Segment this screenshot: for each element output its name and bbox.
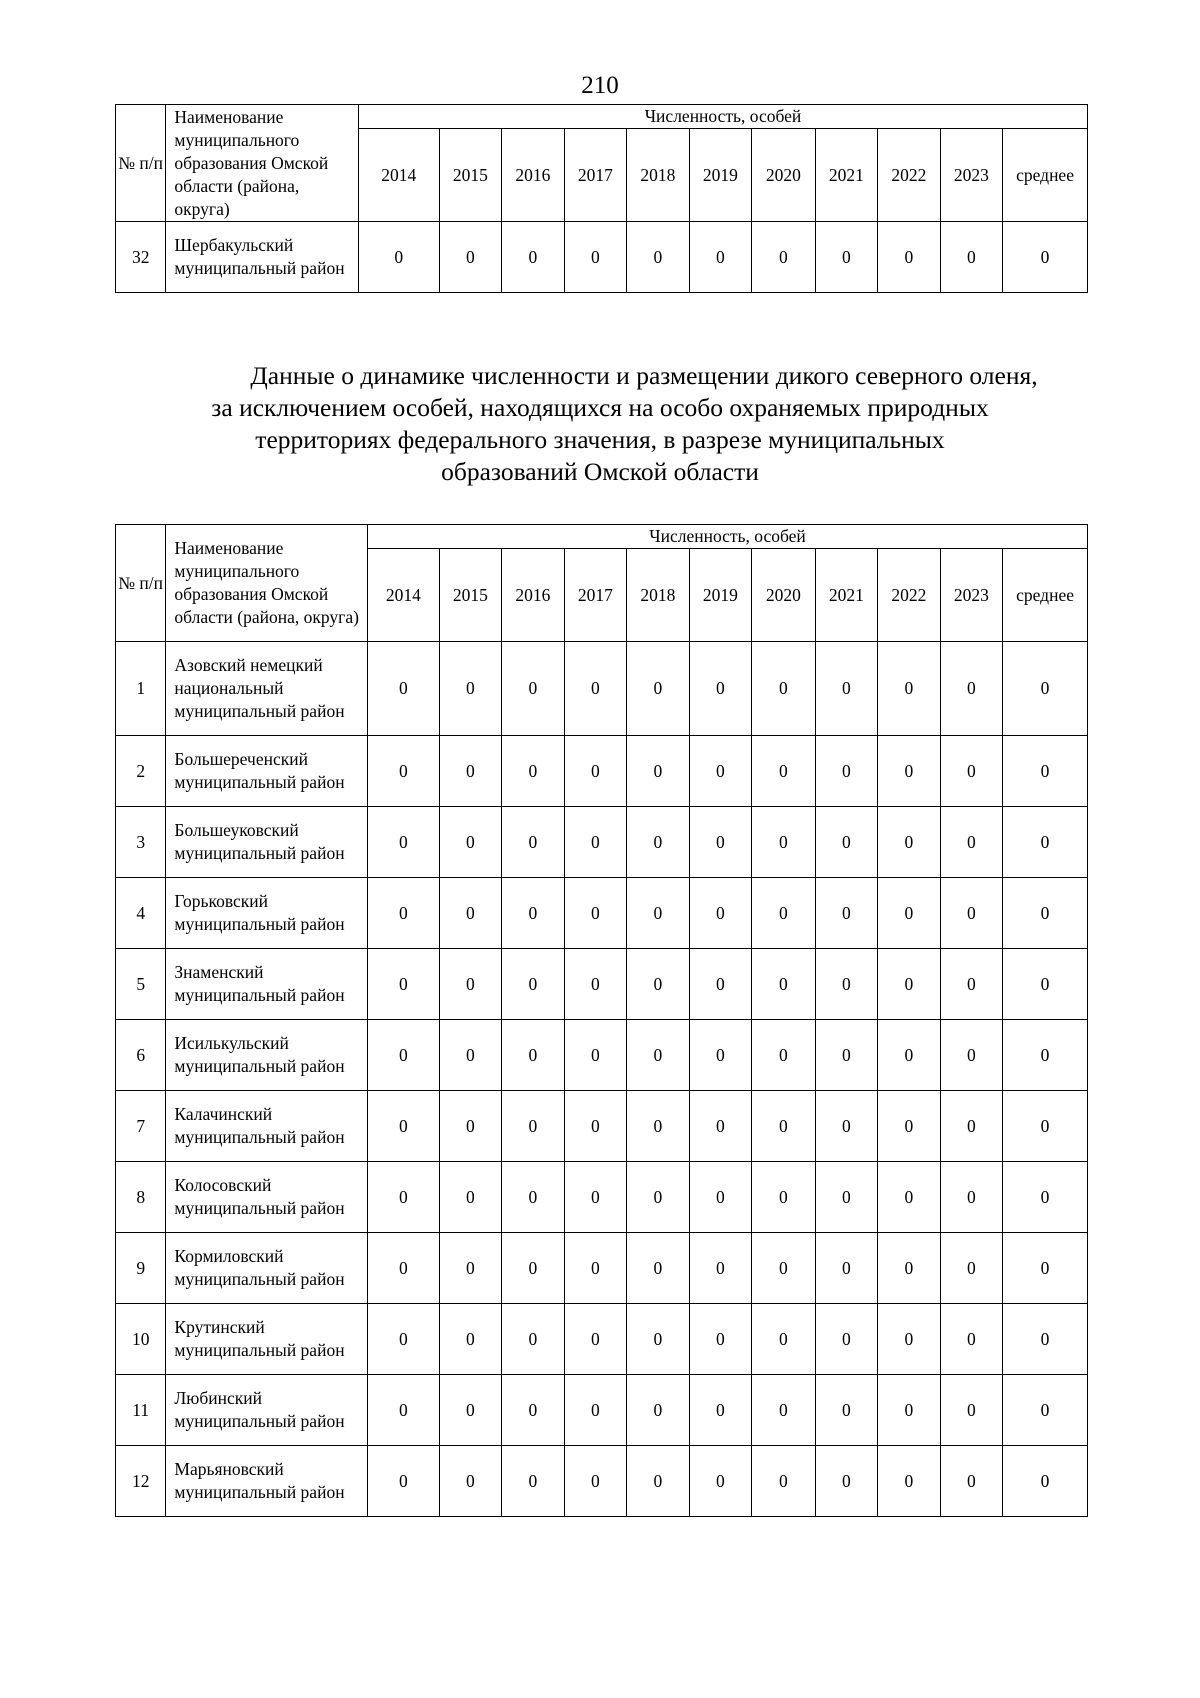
row-number: 3 [116,807,166,878]
year-value: 0 [564,807,627,878]
year-value: 0 [564,1304,627,1375]
header-average: среднее [1003,129,1088,222]
year-value: 0 [815,949,878,1020]
year-value: 0 [878,807,941,878]
header-average: среднее [1003,549,1088,642]
year-value: 0 [502,949,565,1020]
year-value: 0 [368,1446,440,1517]
year-value: 0 [815,736,878,807]
year-value: 0 [878,949,941,1020]
average-value: 0 [1003,878,1088,949]
row-number: 7 [116,1091,166,1162]
table-row [116,1375,1088,1446]
year-value: 0 [940,1233,1003,1304]
header-year: 2022 [878,129,941,222]
row-number: 5 [116,949,166,1020]
year-value: 0 [439,1446,502,1517]
year-value: 0 [564,1233,627,1304]
year-value: 0 [878,1233,941,1304]
year-value: 0 [439,1304,502,1375]
header-year: 2019 [689,129,752,222]
year-value: 0 [689,642,752,736]
year-value: 0 [627,642,690,736]
average-value: 0 [1003,1020,1088,1091]
year-value: 0 [627,736,690,807]
table-row [116,1091,1088,1162]
year-value: 0 [439,1162,502,1233]
year-value: 0 [368,736,440,807]
year-value: 0 [815,878,878,949]
header-year: 2019 [689,549,752,642]
year-value: 0 [752,642,816,736]
year-value: 0 [439,949,502,1020]
year-value: 0 [439,1233,502,1304]
year-value: 0 [689,878,752,949]
year-value: 0 [878,1020,941,1091]
year-value: 0 [368,1375,440,1446]
header-year: 2020 [752,129,816,222]
table-row [116,1304,1088,1375]
heading-line: за исключением особей, находящихся на особо охраняемых природных [211,393,989,422]
year-value: 0 [752,1091,816,1162]
header-year: 2015 [439,129,502,222]
year-value: 0 [627,1233,690,1304]
header-num: № п/п [116,525,166,642]
year-value: 0 [815,222,878,293]
header-year: 2015 [439,549,502,642]
year-value: 0 [940,642,1003,736]
year-value: 0 [940,1446,1003,1517]
header-year: 2022 [878,549,941,642]
table-row [116,949,1088,1020]
year-value: 0 [689,1233,752,1304]
year-value: 0 [815,1091,878,1162]
row-number: 11 [116,1375,166,1446]
municipality-name: Калачинский муниципальный район [166,1091,368,1162]
row-number: 32 [116,222,166,293]
row-number: 6 [116,1020,166,1091]
row-number: 10 [116,1304,166,1375]
year-value: 0 [502,1162,565,1233]
header-year: 2018 [627,549,690,642]
year-value: 0 [752,1162,816,1233]
year-value: 0 [368,1162,440,1233]
row-number: 1 [116,642,166,736]
year-value: 0 [439,878,502,949]
average-value: 0 [1003,1304,1088,1375]
table-row [116,1020,1088,1091]
year-value: 0 [940,736,1003,807]
year-value: 0 [368,878,440,949]
year-value: 0 [439,807,502,878]
year-value: 0 [815,1020,878,1091]
year-value: 0 [502,1020,565,1091]
year-value: 0 [689,1162,752,1233]
header-year: 2017 [564,129,627,222]
year-value: 0 [940,878,1003,949]
municipality-name: Знаменский муниципальный район [166,949,368,1020]
header-year: 2020 [752,549,816,642]
year-value: 0 [502,1375,565,1446]
heading-line: образований Омской области [441,457,759,486]
municipality-name: Азовский немецкий национальный муниципальный район [166,642,368,736]
average-value: 0 [1003,642,1088,736]
row-number: 8 [116,1162,166,1233]
year-value: 0 [502,1091,565,1162]
header-year: 2018 [627,129,690,222]
year-value: 0 [439,642,502,736]
year-value: 0 [502,1233,565,1304]
municipality-name: Кормиловский муниципальный район [166,1233,368,1304]
year-value: 0 [752,736,816,807]
year-value: 0 [689,222,752,293]
row-number: 12 [116,1446,166,1517]
year-value: 0 [878,1162,941,1233]
year-value: 0 [940,1304,1003,1375]
header-count: Численность, особей [368,525,1088,549]
year-value: 0 [752,807,816,878]
year-value: 0 [368,1304,440,1375]
reindeer-population-table [115,524,1088,1517]
table-row [116,1233,1088,1304]
year-value: 0 [878,878,941,949]
year-value: 0 [564,736,627,807]
year-value: 0 [564,1375,627,1446]
table-row [116,807,1088,878]
year-value: 0 [627,1446,690,1517]
table-row [116,642,1088,736]
year-value: 0 [940,1162,1003,1233]
year-value: 0 [564,1091,627,1162]
section-heading [120,360,1080,488]
year-value: 0 [815,807,878,878]
header-year: 2014 [358,129,439,222]
municipality-name: Крутинский муниципальный район [166,1304,368,1375]
municipality-name: Шербакульский муниципальный район [166,222,359,293]
year-value: 0 [689,736,752,807]
municipality-name: Горьковский муниципальный район [166,878,368,949]
table-row [116,1162,1088,1233]
table-row [116,222,1088,293]
year-value: 0 [815,642,878,736]
header-year: 2016 [502,549,565,642]
year-value: 0 [689,1375,752,1446]
year-value: 0 [368,1091,440,1162]
year-value: 0 [940,1375,1003,1446]
average-value: 0 [1003,222,1088,293]
municipality-name: Большеуковский муниципальный район [166,807,368,878]
average-value: 0 [1003,1162,1088,1233]
year-value: 0 [564,1162,627,1233]
year-value: 0 [502,222,565,293]
year-value: 0 [752,949,816,1020]
header-year: 2023 [940,549,1003,642]
average-value: 0 [1003,807,1088,878]
municipality-name: Марьяновский муниципальный район [166,1446,368,1517]
municipality-name: Исилькульский муниципальный район [166,1020,368,1091]
year-value: 0 [940,949,1003,1020]
year-value: 0 [627,949,690,1020]
year-value: 0 [689,807,752,878]
year-value: 0 [752,1446,816,1517]
year-value: 0 [689,1304,752,1375]
year-value: 0 [502,807,565,878]
table-row [116,1446,1088,1517]
header-year: 2021 [815,129,878,222]
heading-line: территориях федерального значения, в разрезе муниципальных [255,425,945,454]
year-value: 0 [627,1091,690,1162]
row-number: 4 [116,878,166,949]
year-value: 0 [689,1020,752,1091]
average-value: 0 [1003,1091,1088,1162]
municipality-name: Колосовский муниципальный район [166,1162,368,1233]
year-value: 0 [564,949,627,1020]
header-count: Численность, особей [358,105,1087,129]
year-value: 0 [752,878,816,949]
year-value: 0 [439,1091,502,1162]
year-value: 0 [502,642,565,736]
year-value: 0 [815,1304,878,1375]
header-year: 2016 [502,129,565,222]
year-value: 0 [689,949,752,1020]
average-value: 0 [1003,1375,1088,1446]
year-value: 0 [368,1233,440,1304]
year-value: 0 [564,642,627,736]
year-value: 0 [752,1304,816,1375]
table-row [116,736,1088,807]
page-number: 210 [581,72,619,99]
year-value: 0 [940,1020,1003,1091]
year-value: 0 [752,1020,816,1091]
year-value: 0 [752,1375,816,1446]
year-value: 0 [752,222,816,293]
year-value: 0 [502,736,565,807]
year-value: 0 [752,1233,816,1304]
year-value: 0 [878,1446,941,1517]
table-row [116,878,1088,949]
year-value: 0 [627,1304,690,1375]
year-value: 0 [878,1375,941,1446]
year-value: 0 [439,736,502,807]
year-value: 0 [627,1162,690,1233]
header-year: 2021 [815,549,878,642]
year-value: 0 [368,949,440,1020]
year-value: 0 [940,222,1003,293]
header-num: № п/п [116,105,166,222]
average-value: 0 [1003,736,1088,807]
population-table-continued [115,104,1088,293]
average-value: 0 [1003,1233,1088,1304]
header-year: 2017 [564,549,627,642]
year-value: 0 [815,1375,878,1446]
year-value: 0 [815,1162,878,1233]
year-value: 0 [815,1446,878,1517]
year-value: 0 [627,1375,690,1446]
year-value: 0 [564,878,627,949]
header-name: Наименование муниципального образования Омской области (района, округа) [166,525,368,642]
row-number: 2 [116,736,166,807]
year-value: 0 [564,222,627,293]
year-value: 0 [627,1020,690,1091]
year-value: 0 [502,1304,565,1375]
year-value: 0 [439,1020,502,1091]
year-value: 0 [564,1446,627,1517]
header-year: 2023 [940,129,1003,222]
row-number: 9 [116,1233,166,1304]
year-value: 0 [439,222,502,293]
year-value: 0 [368,642,440,736]
year-value: 0 [627,878,690,949]
year-value: 0 [564,1020,627,1091]
year-value: 0 [689,1091,752,1162]
header-year: 2014 [368,549,440,642]
year-value: 0 [878,642,941,736]
year-value: 0 [940,1091,1003,1162]
year-value: 0 [878,736,941,807]
year-value: 0 [878,1091,941,1162]
year-value: 0 [689,1446,752,1517]
year-value: 0 [940,807,1003,878]
heading-line: Данные о динамике численности и размещении дикого северного оленя, [250,361,1038,390]
year-value: 0 [439,1375,502,1446]
average-value: 0 [1003,949,1088,1020]
municipality-name: Любинский муниципальный район [166,1375,368,1446]
year-value: 0 [627,222,690,293]
year-value: 0 [878,222,941,293]
year-value: 0 [627,807,690,878]
year-value: 0 [502,1446,565,1517]
year-value: 0 [815,1233,878,1304]
municipality-name: Большереченский муниципальный район [166,736,368,807]
header-name: Наименование муниципального образования Омской области (района, округа) [166,105,359,222]
year-value: 0 [358,222,439,293]
year-value: 0 [368,807,440,878]
average-value: 0 [1003,1446,1088,1517]
year-value: 0 [502,878,565,949]
year-value: 0 [368,1020,440,1091]
year-value: 0 [878,1304,941,1375]
